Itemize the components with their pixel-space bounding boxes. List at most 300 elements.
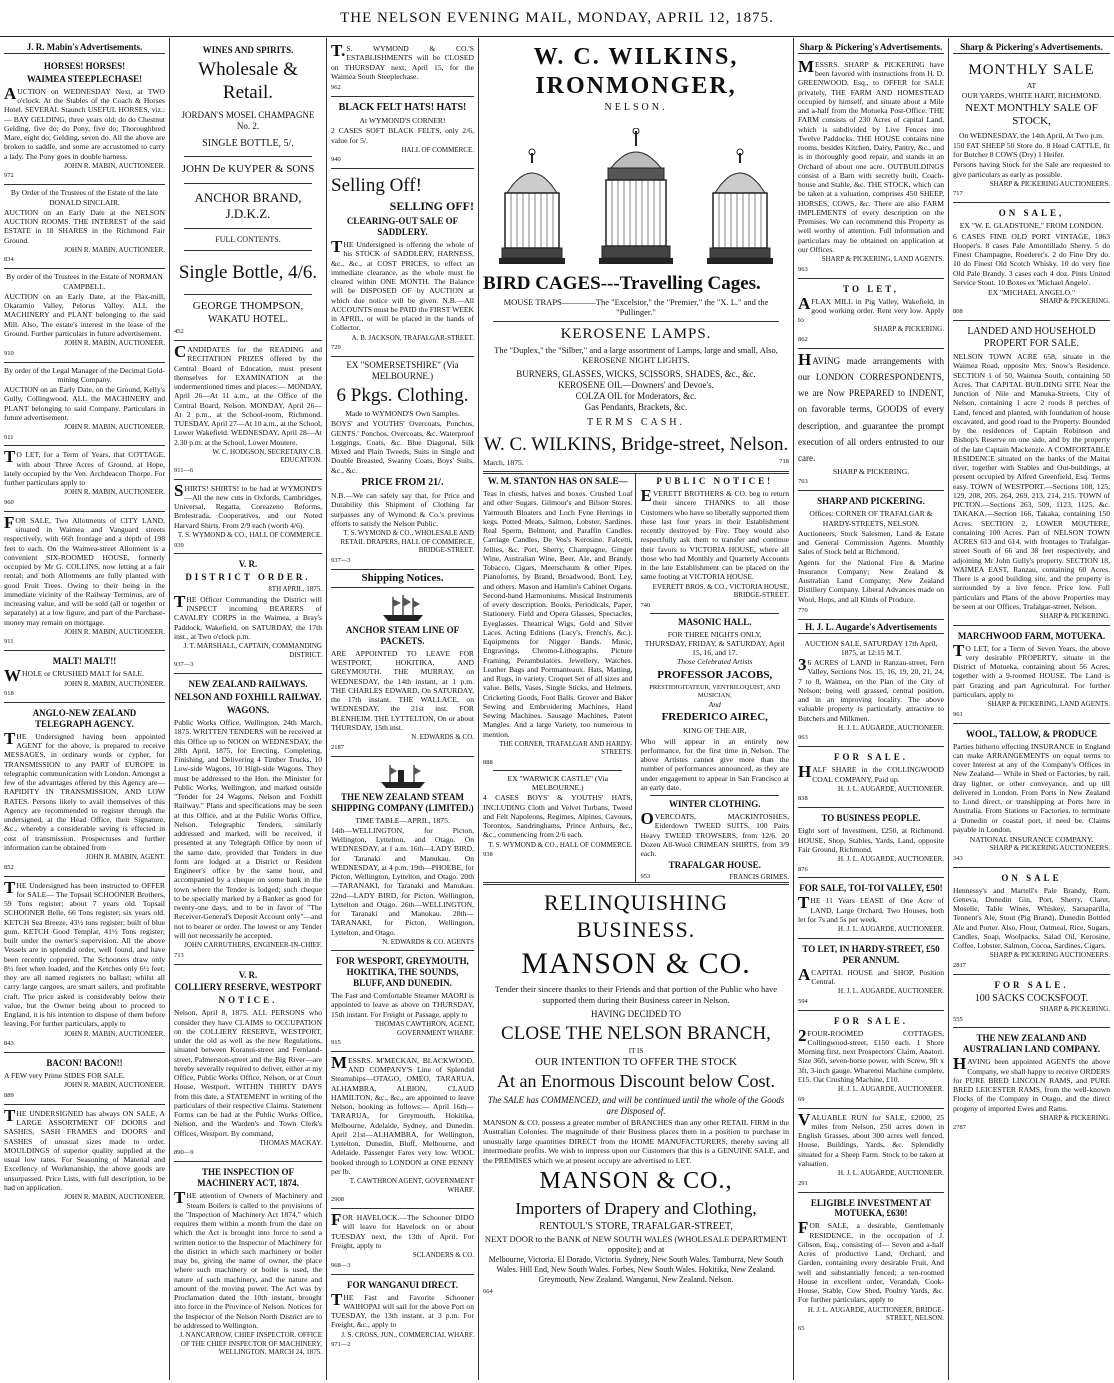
ad-line: PRESTIDIGITATEUR, VENTRILOQUIST, AND MUSICIAN, — [649, 683, 781, 699]
ad-schooners — [4, 877, 165, 1053]
ad-number: 938 — [483, 851, 493, 859]
ad-body: 150 FAT SHEEP 50 Store do. 8 Head CATTLE, fit for Butcher 8 COWS (Dry) 1 Heifer. — [953, 140, 1110, 160]
ad-title: MASONIC HALL. — [677, 616, 752, 627]
section-heading: Shipping Notices. — [331, 572, 474, 588]
ad-bacon — [4, 1053, 165, 1105]
ad-signature: SHARP & PICKERING. — [1039, 1005, 1110, 1014]
ad-body: AUCTION on an Early Date, at the Flax-mill, Okaramio Valley, Pelorus Valley. ALL the MACHINERY and PLANT belonging to the said Mill. Also, The estate's interest in the lease of the Ground. Further particulars in future advertisement. — [4, 291, 165, 338]
ad-wilkins — [483, 40, 789, 474]
ad-number: 972 — [4, 172, 14, 180]
ad-doors — [4, 1105, 165, 1206]
ad-number: 834 — [4, 256, 14, 264]
ad-signature: J. T. MARSHALL, CAPTAIN, COMMANDING DISTRICT. — [183, 642, 322, 659]
ad-number: 939 — [174, 541, 184, 549]
ad-number: 852 — [4, 863, 14, 871]
ad-body: CANDIDATES for the READING and RECITATION PRIZES offered by the Central Board of Education, must present themselves for EXAMINATION at the undermentioned times and places:— MONDAY, April 26—At 11 a.m., at the Office of the Central Board, Nelson. MONDAY, April 26—At 2 p.m., at the School-room, Richmond. TUESDAY, April 27—At 10 a.m., at the School, Lower Wakefield. WEDNESDAY, April 28—At 2.30 p.m. at the School, Lower Moutere. — [174, 342, 322, 447]
ad-body: NELSON TOWN ACRE 658, situate in the Waimea Road, opposite Mrs. Snow's Residence. SECTION 1 of 50, Waimea South, containing 50 Acres. That CAPITAL BUILDING SITE Near the Junction of Nile and Manuka-Streets, City of Nelson, containing 1 acre 2 roods 8 perches of Land, fenced and planted, with foundation of house excavated, and good road to the Property. Bounded by the residences of Captain Robinson and Bishop's Reserve on one side, and by the property of the late Captain Mackenzie. A COMFORTABLE RESIDENCE situated on the banks of the Maitai river, together with Stables and Out-buildings, at present occupied by Alfred Greenfield, Esq. Terms easy. TOWN of WESTPORT.—Sections 108, 125, 129, 208, 205, 264, 269, 213, 214, 215. TOWN of PICTON.—Sections 263, 509, 1123, 1125, &c. TAKAKA.—Section 166, Takaka, containing 150 Acres. SECTION 2, LOWER MOUTERE, containing 100 Acres. Part of NELSON TOWN ACRES 613 and 614, with frontages to Trafalgar-street South of 66 and 38 feet respectively, and adjoining Mr John Gully's property. SECTION 18, WAIMEA EAST, Ranzau, containing 60 Acres. There is a good building site, and the property is surrounded by a live fence. Price low. Full particulars and Plans of the above Properties may be seen at our Offices, Trafalgar-street, Nelson. — [953, 352, 1110, 611]
ad-line: KING OF THE AIR, — [682, 726, 747, 736]
ad-line: EX "SOMERSETSHIRE" (Via MELBOURNE.) — [346, 360, 459, 381]
ad-line: FULL CONTENTS. — [215, 234, 281, 244]
ad-title: TO LET, IN HARDY-STREET, £50 PER ANNUM. — [802, 943, 940, 965]
ad-body: TO LET, for a Term of Seven Years, the above very desirable PROPERTY, situate in the District of Motueka, containing about 56 Acres, together with a 9-roomed HOUSE. The Land is part Grazing and part Agricultural. For further particulars, apply to — [953, 640, 1110, 699]
ad-headline: W. C. WILKINS, IRONMONGER, — [533, 44, 739, 100]
ad-headline: Selling Off! — [331, 175, 422, 197]
ad-line: And — [708, 699, 721, 709]
ad-augarde-auction — [798, 636, 944, 748]
ad-signature: H. J. L. AUGARDE, AUCTIONEER. — [838, 855, 944, 864]
section-heading: Sharp & Pickering's Advertisements. — [799, 42, 943, 52]
ad-number: 888 — [483, 758, 493, 766]
ad-signature: JOHN R. MABIN, AUCTIONEER. — [64, 679, 165, 688]
ad-title: FOR SALE, TOI-TOI VALLEY, £50! — [799, 883, 943, 894]
ad-body: Agents for the National Fire & Marine Insurance Company; New Zealand & Australian Land Company; New Zealand Distillery Company. Liberal Advances made on Wool, Hops, and all Kinds of Produce. — [798, 557, 944, 604]
ad-body: FOR SALE, a desirable, Gentlemanly RESIDENCE, in the occupation of J. Gibson, Esq., consisting of— Seven and a-half Acres of productive Land, Orchard, and Garden, containing every desirable Fruit, And well and substantially fenced; a ten-roomed House in excellent order, Verandah, Cook-House, Stable, Cow Shed, Poultry Yards, &c. For further particulars, apply to — [798, 1218, 944, 1305]
ad-signature: SHARP & PICKERING, LAND AGENTS. — [821, 255, 944, 264]
ad-body: Tender their sincere thanks to their Friends and that portion of the Public who have supported them during their Business career in Nelson. — [494, 984, 778, 1005]
ad-title: CLEARING-OUT SALE OF SADDLERY. — [346, 216, 459, 238]
ad-wines — [174, 40, 322, 341]
ad-signature: EVERETT BROS. & CO., VICTORIA HOUSE, BRIDGE-STREET. — [652, 582, 789, 600]
ad-signature: THOMAS MACKAY. — [259, 1138, 322, 1147]
ad-london — [798, 349, 944, 491]
ad-number: 729 — [331, 344, 341, 352]
ad-district — [174, 554, 322, 674]
ad-headline: W. C. WILKINS, Bridge-street, Nelson. — [483, 433, 789, 455]
ad-number: 770 — [798, 606, 808, 614]
ad-signature: H. J. L. AUGARDE, AUCTIONEER, BRIDGE-STREET, NELSON. — [807, 1305, 944, 1323]
ad-line: TERMS CASH. — [586, 416, 685, 428]
ad-line: JOHN De KUYPER & SONS — [181, 163, 315, 176]
ad-headline: PROFESSOR JACOBS, — [657, 668, 773, 681]
masthead — [0, 0, 1114, 37]
ad-line: OUR YARDS, WHITE HART, RICHMOND. — [961, 90, 1102, 100]
ad-signature: HALL OF COMMERCE. — [401, 145, 474, 154]
ad-railway — [174, 674, 322, 964]
ad-run — [798, 1109, 944, 1193]
ad-body: 4 CASES BOYS' & YOUTHS' HATS, INCLUDING Cloth and Velvet Turbans, Tweed and Felt Napoleons, Regimes, Alpines, Cavours, Torontos, Sandringhams, Prince Arthurs, &c., &c., commencing from 2/6 each. — [483, 793, 633, 840]
ad-title: WOOL, TALLOW, & PRODUCE — [965, 728, 1098, 739]
rule — [184, 294, 312, 295]
ad-toitoi — [798, 878, 944, 938]
ad-body: WHOLE or CRUSHED MALT for SALE. — [4, 666, 144, 686]
ad-title: LANDED AND HOUSEHOLD PROPERT FOR SALE. — [967, 325, 1096, 349]
ad-title: EX "WARWICK CASTLE" (Via MELBOURNE.) — [507, 773, 608, 793]
ad-havelock — [331, 1209, 474, 1274]
ad-headline: 6 Pkgs. Clothing. — [336, 384, 469, 406]
ad-body: HAVING made arrangements with our LONDON CORRESPONDENTS, we are Now PREPARED to INDENT, on favorable terms, GOODS of every description, and guarantee the prompt execution of all orders entrusted to our care. — [798, 349, 944, 463]
ad-number: 962 — [331, 84, 341, 91]
ad-motueka — [798, 1193, 944, 1337]
column-sharp-augarde — [794, 38, 948, 1380]
ad-line: AT — [1026, 81, 1037, 91]
ad-body: Eight sort of Investment, £250, at Richmond. HOUSE, Shop, Stables, Yards, Land, opposite Fair Ground, Richmond. — [798, 826, 944, 854]
ad-telegraph — [4, 703, 165, 877]
ad-line: RENTOUL'S STORE, TRAFALGAR-STREET, — [539, 1221, 733, 1233]
ad-body: AUCTION on an Early Date at the NELSON AUCTION ROOMS. THE INTEREST of the said ESTATE in 18 SHARES in the Richmond Fair Ground. — [4, 207, 165, 245]
ad-title: WINTER CLOTHING. — [668, 799, 761, 810]
ad-horses — [4, 56, 165, 185]
ad-cocksfoot — [953, 975, 1110, 1029]
column-mabin — [0, 38, 169, 1380]
ad-signature: JOHN R. MABIN, AUCTIONEER. — [64, 627, 165, 636]
ad-headline: FREDERICO AIREC, — [661, 711, 768, 724]
ad-title: V. R. — [238, 969, 258, 980]
ad-line: NEXT DOOR to the BANK of NEW SOUTH WALES (WHOLESALE DEPARTMENT opposite); and at — [484, 1233, 788, 1254]
ad-number: 763 — [798, 478, 808, 486]
ad-sharp-pickering — [798, 491, 944, 619]
ad-signature: JOHN R. MABIN, AUCTIONEER. — [64, 339, 165, 348]
ad-headline: MONTHLY SALE — [968, 61, 1095, 78]
ad-line: EX "MICHAEL ANGELO." — [987, 288, 1076, 297]
ad-number: 718 — [779, 457, 789, 465]
ad-body: MANSON & CO. possess a greater number of BRANCHES than any other RETAIL FIRM in the Australian Colonies. The magnitude of their Business places them in a position to purchase in unusually large quantities DIRECT from the HOME MANUFACTURERS, thereby saving all intermediate profits. We wish to impress upon our Customers that this is a GENUINE SALE, and the PREMISES which we at present occupy are advertised to LET. — [483, 1117, 789, 1165]
ad-line: KEROSENE OIL—Downers' and Devoe's. — [558, 379, 714, 390]
ad-saddlery — [331, 169, 474, 357]
ad-body: THE Undersigned is offering the whole of his STOCK of SADDLERY, HARNESS, &c., &c., at COST PRICES, to effect an immediate clearance, as the whole must be cleared within ONE MONTH. The Balance will be DISPOSED OF by AUCTION at which due notice will be given. N.B.—All ACCOUNTS must be PAID the FIRST WEEK in APRIL, or will be placed in the hands of Collector. — [331, 237, 474, 333]
ad-signature: JOHN R. MABIN, AUCTIONEER. — [64, 423, 165, 432]
ad-closed — [331, 40, 474, 97]
ad-title: FOR WESPORT, GREYMOUTH, HOKITIKA, THE SOUNDS, BLUFF, AND DUNEDIN. — [336, 956, 469, 989]
ad-signature: J. S. CROSS, JUN., COMMERCIAL WHARF. — [341, 1330, 474, 1339]
ad-title: THE INSPECTION OF MACHINERY ACT, 1874. — [197, 1167, 299, 1189]
ad-line: NATIONAL INSURANCE COMPANY. — [969, 835, 1094, 844]
ad-body: FOR HAVELOCK.—The Schooner DIDO will leave for Havelock on or about TUESDAY next, the 13th of April. For Freight, apply to — [331, 1210, 474, 1250]
ad-title: FOR SALE. — [833, 752, 908, 763]
bird-cage-icon — [596, 128, 676, 268]
ad-colliery — [174, 965, 322, 1163]
ad-body: MESSRS. M'MECKAN, BLACKWOOD, AND COMPANY'S Line of Splendid Steamships—OTAGO, OMEO, TARARUA, ALHAMBRA, ALBION, CLAUD HAMILTON, &c., &c., are appointed to leave Nelson, booking as follows:— April 16th—TARARUA, for Greymouth, Hokitika, Melbourne, Adelaide, Sydney, and Dunedin. April 21st—ALHAMBRA, for Wellington, Lyttelton, Dunedin, Bluff, Melbourne, and Adelaide. Passenger Fares very low. WOOL booked through to LONDON at ONE PENNY per lb. — [331, 1052, 474, 1176]
ad-title: By order of the Trustees in the Estate of NORMAN CAMPBELL. — [6, 272, 163, 291]
ad-title: THE NEW ZEALAND STEAM SHIPPING COMPANY (LIMITED.) — [331, 791, 474, 813]
ad-wool — [953, 724, 1110, 868]
ad-signature: H. J. L. AUGARDE, AUCTIONEER. — [838, 784, 944, 793]
ad-title: FOR WANGANUI DIRECT. — [347, 1279, 458, 1290]
ad-headline: KEROSENE LAMPS. — [560, 325, 712, 342]
ad-number: 963 — [798, 265, 808, 273]
ad-body: N.B.—We can safely say that, for Price and Durability this Shipment of Clothing far surpasses any of Wymond & Co.'s previous efforts to satisfy the Nelson Public. — [331, 491, 474, 528]
ad-footer-row — [483, 458, 789, 467]
ad-signature: T. S. WYMOND & CO., HALL OF COMMERCE. — [488, 840, 633, 849]
ad-landed — [953, 321, 1110, 626]
ad-number: 808 — [953, 307, 963, 315]
ad-number: 343 — [953, 854, 963, 862]
column-wines — [170, 38, 326, 1380]
ad-body: 2FOUR-ROOMED COTTAGES, Collingwood-street, £150 each. 1 Shore Morning first, next Prospectors' Claim, Anatori. Size 36ft, seven-horse power, with Screw, 9ft x 3ft, 3-inch gauge. Wharenui Machine complete, £15. Oat Crushing Machine, £10. — [798, 1025, 944, 1084]
ad-title: W. M. STANTON HAS ON SALE— — [487, 476, 628, 487]
ad-headline: At an Enormous Discount below Cost. — [497, 1070, 775, 1091]
rule — [650, 795, 779, 796]
ad-title: AUCTION SALE, SATURDAY 17th April, 1875, at 12:15 M.T. — [804, 638, 938, 657]
ad-line: THURSDAY, FRIDAY, & SATURDAY, April 15, 16, and 17. — [644, 638, 785, 658]
ad-mckean — [331, 1052, 474, 1209]
ad-stanton — [483, 474, 636, 882]
ad-body: The Fast and Comfortable Steamer MAORI is appointed to leave as above on THURSDAY, 15th instant. For Freight or Passage, apply to — [331, 991, 474, 1019]
ad-title: MALT! MALT!! — [52, 656, 117, 667]
ad-body: 14th—WELLINGTON, for Picton, Wellington, Lyttelton, and Otago. On WEDNESDAY, at 1 a.m. 16th—LADY BIRD, for Taranaki and Manukau. On WEDNESDAY, at 4 p.m. 19th—PHOEBE, for Picton, Wellington, Lyttelton, and Otago. 20th—TARANAKI, for Taranaki and Manukau. 22nd—LADY BIRD, for Picton, Wellington, Lyttelton and Otago. 26th—WELLINGTON, for Taranaki and Manukau. 28th—TARANAKI, for Picton, Wellington, Lyttelton, and Otago. — [331, 825, 474, 937]
ad-body: Nelson, April 8, 1875. ALL PERSONS who consider they have CLAIMS to OCCUPATION on the COLLIERY RESERVE, WESTPORT, under the old as well as the new Regulations, situated between Koranui-street and Fernland-street, Palmerston-street and the Big River—are hereby severally required to deliver, either at my Office, Public Works Office, Nelson, or at Court House, Westport, WITHIN THIRTY DAYS from this date, a STATEMENT in writing of the particulars of their respective Claims. Statement Forms can be had at the Public Works Office, Nelson, and the Warden's and Town Clerk's Offices, Westport. By command, — [174, 1008, 322, 1138]
ad-footer-row — [640, 873, 789, 882]
bird-cage-icon — [705, 148, 775, 268]
ad-signature: SHARP & PICKERING. — [1039, 612, 1110, 621]
ad-signature: SHARP & PICKERING. — [1039, 297, 1110, 306]
rule — [184, 228, 312, 229]
ad-title: PUBLIC NOTICE! — [656, 476, 774, 487]
section-heading: J. R. Mabin's Advertisements. — [4, 42, 165, 54]
ad-title: BACON! BACON!! — [46, 1058, 123, 1069]
ad-line: Those Celebrated Artists — [677, 657, 753, 667]
ad-public-notice — [636, 474, 789, 882]
ad-body: THE 11 Years LEASE of One Acre of LAND, Large Orchard, Two Houses, both let for 7s and 5s per week. — [798, 893, 944, 924]
ad-body: HALF SHARE in the COLLINGWOOD COAL COMPANY, Paid up. — [798, 762, 944, 784]
ad-signature: H. J. L. AUGARDE, AUCTIONEER. — [838, 1169, 944, 1178]
ad-line: IT IS — [628, 1047, 644, 1056]
ad-signature: T. CAWTHRON AGENT, GOVERNMENT WHARF. — [349, 1177, 474, 1194]
column-wymond — [327, 38, 478, 1380]
ad-number: 910 — [4, 349, 14, 357]
ad-title: TO LET, — [843, 283, 899, 294]
ad-line: NELSON. — [604, 101, 668, 113]
ad-number: 968—3 — [331, 1261, 351, 1269]
ad-number: 555 — [953, 1015, 963, 1023]
ad-signature: SCLANDERS & CO. — [412, 1251, 474, 1260]
ad-body: THE Undersigned has been instructed to OFFER for SALE— The Topsail SCHOONER Brothers, 59 Tons register; about 7 years old. Topsail SCHOONER Belle, 66 Tons register; six years old. KETCH Sea Breeze, 43½ tons register; built of blue gum. KETCH Good Templar, 41½ Tons register; built under the owner's supervision. All the above Vessels are in splendid order, well found, and have been recently coppered. The Schooners draw only 8½ feet when loaded, and the Ketches only 6½ feet; they are all named registers no ballast; whilst all carry large cargoes, are smart sailers, and profitable craft. The price asked is considerably below their value, but the Owner being about to proceed to England, it is his intention to dispose of them before leaving. For further particulars, apply to — [4, 877, 165, 1029]
ad-line: OUR INTENTION TO OFFER THE STOCK — [535, 1055, 737, 1068]
rule — [493, 321, 779, 322]
ad-number: 937—3 — [331, 556, 351, 564]
ad-title: V. R. — [238, 559, 258, 570]
ad-signature: SHARP & PICKERING. — [832, 467, 910, 477]
ad-line: EX "W. E. GLADSTONE," FROM LONDON. — [959, 221, 1104, 231]
ad-number: 940 — [331, 156, 341, 164]
ad-body: Parties hitherto effecting INSURANCE in England can make ARRANGEMENTS on equal terms to cover Interest at any of the Company's Offices in New Zealand— While in Shed or Factories, by rail, dray lighter, or other conveyance, and up till delivered in London. From Ports in New Zealand to Lond direct, or transhipping at Ports here in Australia. From Stations or Factories, to terminate a Dunedin or coastal port, if need be. Claims payable in London. — [953, 741, 1110, 834]
ad-body: THE Officer Commanding the District will INSPECT incoming BEARERS of CAVALRY CORPS in the Waimea, a Bray's Paddock, Wakefield, on SATURDAY, the 17th inst., at Two o'clock p.m. — [174, 591, 322, 641]
section-heading: H. J. L. Augarde's Advertisements — [798, 622, 944, 634]
ad-headline: MANSON & CO. — [521, 946, 751, 980]
ad-title: SHARP AND PICKERING. — [817, 496, 925, 507]
ad-number: 862 — [798, 335, 808, 343]
ad-title: ANGLO-NEW ZEALAND TELEGRAPH AGENCY. — [32, 708, 137, 730]
ad-line: HAVING DECIDED TO — [591, 1008, 681, 1019]
ad-signature: J. NANCARROW, CHIEF INSPECTOR. OFFICE OF THE CHIEF INSPECTOR OF MACHINERY, WELLINGTON, MARCH 24, 1875. — [179, 1331, 322, 1357]
ad-body: VALUABLE RUN for SALE, £2000, 25 miles from Nelson, 250 acres down in English Grasses, about 300 acres well fenced, House, Buildings, Yards, &c. Splendidly situated for a Sheep Farm. Stock to be taken at valuation. — [798, 1109, 944, 1168]
ad-number: 664 — [483, 1287, 493, 1295]
ad-number: 960 — [4, 499, 14, 506]
ad-line: Gas Pendants, Brackets, &c. — [584, 401, 688, 412]
ad-signature: SHARP & PICKERING AUCTIONEERS. — [989, 844, 1110, 853]
ad-number: 2908 — [331, 1196, 344, 1204]
section-heading: Sharp & Pickering's Advertisements. — [953, 42, 1110, 54]
rule — [184, 156, 312, 157]
ad-marchwood — [953, 626, 1110, 724]
ad-sinclair — [4, 185, 165, 269]
ad-signature: SHARP & PICKERING, LAND AGENTS. — [987, 700, 1110, 709]
ad-body: THE attention of Owners of Machinery and Steam Boilers is called to the provisions of the "Inspection of Machinery Act 1874," which requires them within a month from the date on which the Act is brought into force to send a written notice to the Inspector of Machinery for the district in which such machinery or boiler may be, giving the name of owner, the place where such machinery or boiler is used, the nature of such machinery, and the nature and amount of the moving power. The Act was by Proclamation dated the 10th instant, brought into force in the Province of Nelson. Notices for the Inspector of the Nelson North District are to be addressed to Wellington. — [174, 1188, 322, 1330]
ad-line: MOUSE TRAPS————The "Excelsior," the "Premier," the "X. L." and the "Pullinger." — [503, 296, 769, 318]
ad-line: WAKATU HOTEL. — [208, 313, 288, 325]
ad-line: BURNERS, GLASSES, WICKS, SCISSORS, SHADES, &c., &c. — [516, 368, 756, 379]
ad-title: DISTRICT ORDER. — [185, 572, 311, 583]
ad-headline: CLOSE THE NELSON BRANCH, — [501, 1022, 771, 1044]
ad-signature: JOHN R. MABIN, AUCTIONEER. — [64, 161, 165, 170]
ad-title: By order of the Legal Manager of the Decimal Gold-mining Company. — [4, 365, 165, 384]
ad-line: At WYMOND'S CORNER! — [359, 116, 446, 126]
ad-body: THE UNDERSIGNED has always ON SALE, A LARGE ASSORTMENT OF DOORS and SASHES, SASH FRAMES and DOORS and SASHES of unusual sizes made to order. MOULDINGS of superior quality supplied at the usual low rates. For Seasoning of Material and Excellency of Workmanship, the above goods are unsurpassed. Price Lists, with full description, to be had on application. — [4, 1105, 165, 1192]
ad-line: 100 SACKS COCKSFOOT. — [974, 992, 1089, 1004]
ad-title: By Order of the Trustees of the Estate of the late DONALD SINCLAIR. — [10, 188, 159, 207]
ad-hats — [331, 97, 474, 169]
ad-body: Persons having Stock for the Sale are requested to give particulars as early as possible. — [953, 160, 1110, 179]
ad-number: 915 — [331, 1039, 341, 1047]
ad-number: 740 — [640, 601, 651, 609]
ad-body: Who will appear in an entirely new performance, for the first time in Nelson. The above Artistes cannot give more than the number of performances announced, as they are under engagement to appear in San Francisco at an early date. — [640, 736, 789, 792]
ad-signature: JOHN R. MABIN, AUCTIONEER. — [64, 1081, 165, 1090]
ad-number: 291 — [798, 1179, 808, 1187]
ad-cottages — [798, 1011, 944, 1109]
ad-headline: Wholesale & Retail. — [198, 58, 298, 104]
rule — [650, 613, 779, 614]
ad-body: AUCTION on WEDNESDAY Next, at TWO o'clock. At the Stables of the Coach & Horses Hotel. SEVERAL Staunch USEFUL HORSES, viz.:— BAY GELDING, three years old; do do Chestnut Gelding, five do; do Pony, five do; Thoroughbred Mare, eight do; Gelding, seven do. All the above are broken to saddle, and some are accustomed to carry a lady. The Pony goes in double harness. — [4, 83, 165, 161]
ad-line: COLZA OIL for Moderators, &c. — [575, 390, 697, 401]
ad-anchor-line — [331, 590, 474, 757]
ad-signature: W. C. HODGSON, SECRETARY C.B. EDUCATION. — [212, 447, 322, 465]
ad-line: PRICE FROM 21/. — [361, 476, 444, 488]
ad-signature: T. S. WYMOND & CO., WHOLESALE AND RETAIL DRAPERS, HALL OF COMMERCE, BRIDGE-STREET. — [340, 529, 474, 555]
ad-title: HORSES! HORSES! — [43, 60, 126, 71]
ad-nz-land — [953, 1028, 1110, 1136]
ad-body: ACAPITAL HOUSE and SHOP, Position Central. — [798, 964, 944, 986]
ad-flax-mill — [798, 279, 944, 349]
ad-body: Auctioneers, Stock Salesmen, Land & Estate and General Commission Agents. Monthly Sales of Stock held at Richmond. — [798, 528, 944, 557]
ad-title: WAGONS. — [226, 705, 270, 716]
ad-date: March, 1875. — [483, 457, 524, 467]
ad-manson — [483, 885, 789, 1300]
ad-signature: H. J. L. AUGARDE, AUCTIONEER. — [838, 723, 944, 732]
ad-wanganui — [331, 1275, 474, 1353]
ad-signature: THE CORNER, TRAFALGAR AND HARDY-STREETS. — [499, 739, 633, 757]
ad-half-share — [798, 747, 944, 808]
ad-gladstone — [953, 203, 1110, 320]
ad-signature: H. J. L. AUGARDE, AUCTIONEER. — [838, 925, 944, 934]
ad-body: THE Undersigned having been appointed AGENT for the above, is prepared to receive MESSAGES, in ordinary words or cypher, for TRANSMISSION to any PART of EUROPE in telegraphic communication with London. Amongst a few of the advantages offered by this Agency are— RAPIDITY IN TRANSMISSION, AND LOW RATES. Persons likely to avail themselves of this Agency are recommended to register through the undersigned, at the Head Office, their Signature, &c., whereby a considerable saving is effected in cost of transmission. Prospectuses and further information can be obtained from — [4, 728, 165, 852]
ship-icon — [378, 760, 428, 790]
rule — [184, 250, 312, 251]
ad-title: WINES AND SPIRITS. — [202, 45, 294, 55]
ad-number: 452 — [174, 328, 184, 336]
ad-body: MESSRS. SHARP & PICKERING have been favored with instructions from H. D. GREENWOOD, Esq., to OFFER for SALE privately, THE FARM AND HOMESTEAD occupied by himself, and situate about a Mile and a-half from the Motueka Post-Office. THE FARM consists of 230 Acres of capital Land, which is subdivided by Live Fences into Twelve Paddocks. THE HOUSE contains nine rooms, besides Kitchen, Dairy, Pantry, &c., and is in thoroughly good repair, and stands in an Orchard of about one acre. OUTBUILDINGS consist of a Barn with secretly built, Coach-house and Stable, &c. THE STOCK, which can be taken at a valuation, comprises 450 SHEEP, HORSES, COWS, &c. There are also FARM IMPLEMENTS of every description on the Premises. We can recommend this Property as well worthy of attention. Full information and particulars may be obtained on application at our Offices. — [798, 56, 944, 254]
ad-number: 594 — [798, 997, 808, 1005]
ad-body: THE Fast and Favorite Schooner WAIHOPAI will sail for the above Port on TUESDAY, the 13th instant, at 3 p.m. For Freight, &c., apply to — [331, 1289, 474, 1330]
ad-number: 918 — [4, 690, 14, 698]
ad-title: THE NEW ZEALAND AND AUSTRALIAN LAND COMPANY. — [962, 1033, 1101, 1055]
ad-city-land — [4, 512, 165, 651]
ad-body: Public Works Office, Wellington, 24th March, 1875. WRITTEN TENDERS will be received at this Office up to NOON on WEDNESDAY, the 28th April, 1875, for Erecting, Completing, Finishing, and Delivering 4 Timber Trucks, 10 Low-side Wagons, 10 High-side Wagons. They must be addressed to the Hon. the Minister for Public Works, Wellington, and marked outside "Tender for 24 Wagons, Nelson and Foxhill Railway." Plans and specifications may be seen at this Office, and at the Public Works Office, Nelson. Telegraphic Tenders, similarly addressed and marked, will be received, if presented at any Telegraph Office by noon of the same date, provided that Tenders in due form are lodged at a District or Resident Engineer's office by the same hour, and accompanied by a cheque on some bank in the town where the Tender is lodged; such cheque to be specially marked by a Banker as good for twenty-one days, and to be in favor of "The Receiver-General's Deposit Account only"—and not to bearer or order. The lowest or any Tender will not necessarily be accepted. — [174, 718, 322, 940]
ad-body: FOR SALE, Two Allotments of CITY LAND, situated in Waimea and Vanguard streets respectively, with 66ft frontage and a depth of 198 feet to each. On the Waimea-street Allotment is a convenient SIX-ROOMED HOUSE, formerly occupied by Mr G. COLLINS, now letting at a fair rental; and both Allotments are fully planted with good Fruit Trees. Owing to their being in the immediate vicinity of the Railway Terminus, are of increasing value, and will be sold (all or together or separately) at a low figure, and part of the Purchase-money may remain on mortgage. — [4, 512, 165, 627]
ad-exam — [174, 341, 322, 480]
ad-signature: FRANCIS GRIMES. — [729, 873, 789, 882]
ad-title: ON SALE, — [998, 208, 1065, 219]
ad-headline: SELLING OFF! — [389, 199, 474, 214]
ad-line: FOR THREE NIGHTS ONLY, — [667, 629, 762, 639]
ad-number: 971—2 — [331, 1341, 351, 1349]
ad-line: JORDAN'S MOSEL CHAMPAGNE No. 2. — [181, 110, 315, 132]
ad-line: The "Duplex," the "Silber," and a large assortment of Lamps, large and small, Also, KEROSENE NIGHT LIGHTS. — [494, 344, 778, 366]
ad-number: 2187 — [331, 743, 344, 751]
bird-cages-illustration — [483, 118, 789, 268]
ad-signature: SHARP & PICKERING AUCTIONEERS. — [989, 179, 1110, 188]
ad-body: 2 CASES SOFT BLACK FELTS, only 2/6, value for 5/. — [331, 126, 474, 145]
ad-nz-steam — [331, 757, 474, 952]
ad-signature: JOHN R. MABIN, AUCTIONEER. — [64, 488, 165, 497]
ad-number: 2787 — [953, 1124, 966, 1132]
ad-signature: T. S. WYMOND & CO., HALL OF COMMERCE. — [177, 530, 322, 539]
ad-farm — [798, 56, 944, 279]
ad-signature: THOMAS CAWTHRON, AGENT, GOVERNMENT WHARF. — [374, 1019, 474, 1037]
ad-clothing — [331, 357, 474, 570]
ad-line: TIME TABLE—APRIL, 1875. — [355, 815, 450, 825]
ad-signature: JOHN R. MABIN, AUCTIONEER. — [64, 245, 165, 254]
ad-body: T.S. WYMOND & CO.'S ESTABLISHMENTS will be CLOSED on THURSDAY next, April 15, for the Waimea South Steeplechase. — [331, 41, 474, 81]
ad-headline: RELINQUISHING BUSINESS. — [543, 889, 729, 942]
ad-body: Melbourne, Victoria. El Dorado, Victoria. Sydney, New South Wales. Tamburra, New South Wales. Hill End, New South Wales. Forbes, New South Wales. Hokitika, New Zealand. Greymouth, New Zealand. Wanganui, New Zealand. Nelson. — [488, 1255, 784, 1284]
ad-body: OVERCOATS, MACKINTOSHES, Eiderdown TWEED SUITS. 100 Pairs Heavy TWEED TROWSERS, from 12/6. 20 Dozen All-Wool CRIMEAN SHIRTS, from 3/9 each. — [640, 809, 789, 859]
ad-headline: Importers of Drapery and Clothing, — [515, 1198, 757, 1218]
ad-number: 65 — [798, 1324, 805, 1332]
ad-signature: JOHN CARRUTHERS, ENGINEER-IN-CHIEF. — [184, 941, 322, 950]
ad-number: 911 — [4, 433, 14, 441]
ad-signature: SHARP & PICKERING. — [1039, 1113, 1110, 1122]
ad-body: 6 CASES FINE OLD PORT VINTAGE, 1863 Hooper's. 8 cases Pale Amontillado Sherry. 5 do Finest Champagne, Roederer's. 2 do Fine Dry do. 10 do Finest Old Scotch Whisky. 10 do very fine Old Pale Brandy. 3 cases each 4 doz. Pints United Service Stout. 10 Boxes ex 'Michael Angelo'. — [953, 231, 1110, 287]
ad-headline: MANSON & CO., — [539, 1168, 733, 1195]
ad-body: AUCTION on an Early Date, on the Ground, Kelly's Gully, Collingwood. ALL the MACHINERY and PLANT belonging to said Company. Particulars in future advertisement. — [4, 385, 165, 422]
ad-title: TRAFALGAR HOUSE. — [668, 860, 761, 871]
ad-body: HAVING been appointed AGENTS the above Company, we shall happy to receive ORDERS for PURE BRED LINCOLN RAMS, and PURE BRED LEICESTER RAMS, from the well-known Flocks of the Company in Otago, and the direct progeny of imported Ewes and Rams. — [953, 1054, 1110, 1113]
ad-line: ANCHOR BRAND, J.D.K.Z. — [194, 189, 302, 221]
ad-body: TO LET, for a Term of Years, that COTTAGE, with about Three Acres of Ground, at Hope, lately occupied by the Ven. Archdeacon Thorpe. For further particulars apply to — [4, 447, 165, 488]
ad-line: GEORGE THOMPSON, — [192, 300, 304, 313]
ad-signature: SHARP & PICKERING. — [873, 325, 944, 334]
ad-shirts — [174, 480, 322, 555]
ad-campbell — [4, 269, 165, 362]
ad-number: 69 — [798, 1095, 805, 1103]
ad-number: 843 — [4, 1040, 14, 1048]
column-wilkins-manson — [479, 38, 793, 1380]
ad-title: MARCHWOOD FARM, MOTUEKA. — [957, 630, 1106, 641]
ad-line: Offices: CORNER OF TRAFALGAR & HARDY-STREETS, NELSON. — [809, 509, 933, 528]
ad-title: ELIGIBLE INVESTMENT AT MOTUEKA, £630! — [810, 1197, 932, 1219]
ship-icon — [378, 593, 428, 623]
ad-let-cottage — [4, 446, 165, 511]
bird-cage-icon — [497, 148, 567, 268]
masthead-title: THE NELSON EVENING MAIL, MONDAY, APRIL 12, 1875. — [340, 9, 774, 26]
ad-date: 8TH APRIL, 1875. — [268, 585, 322, 594]
ad-decimal — [4, 363, 165, 447]
ad-number: 713 — [174, 951, 184, 959]
ad-title: FOR SALE. — [833, 1015, 908, 1026]
ad-hardy-street — [798, 939, 944, 1011]
column-sharp-2 — [949, 38, 1114, 1380]
ad-number: 961 — [953, 710, 963, 718]
split-row — [483, 474, 789, 885]
ad-number: 911 — [4, 638, 14, 646]
ad-title: WAIMEA STEEPLECHASE! — [26, 73, 143, 84]
ad-number: 911—6 — [174, 466, 194, 474]
ad-title: NOTICE. — [218, 995, 278, 1006]
ad-line: Made to WYMOND'S Own Samples. — [345, 409, 460, 419]
ad-signature: SHARP & PICKERING AUCTIONEERS. — [989, 951, 1110, 960]
ad-number: 717 — [953, 190, 963, 198]
ad-number: 889 — [4, 1091, 14, 1099]
ad-line: On WEDNESDAY, the 14th April, At Two p.m. — [959, 130, 1104, 140]
